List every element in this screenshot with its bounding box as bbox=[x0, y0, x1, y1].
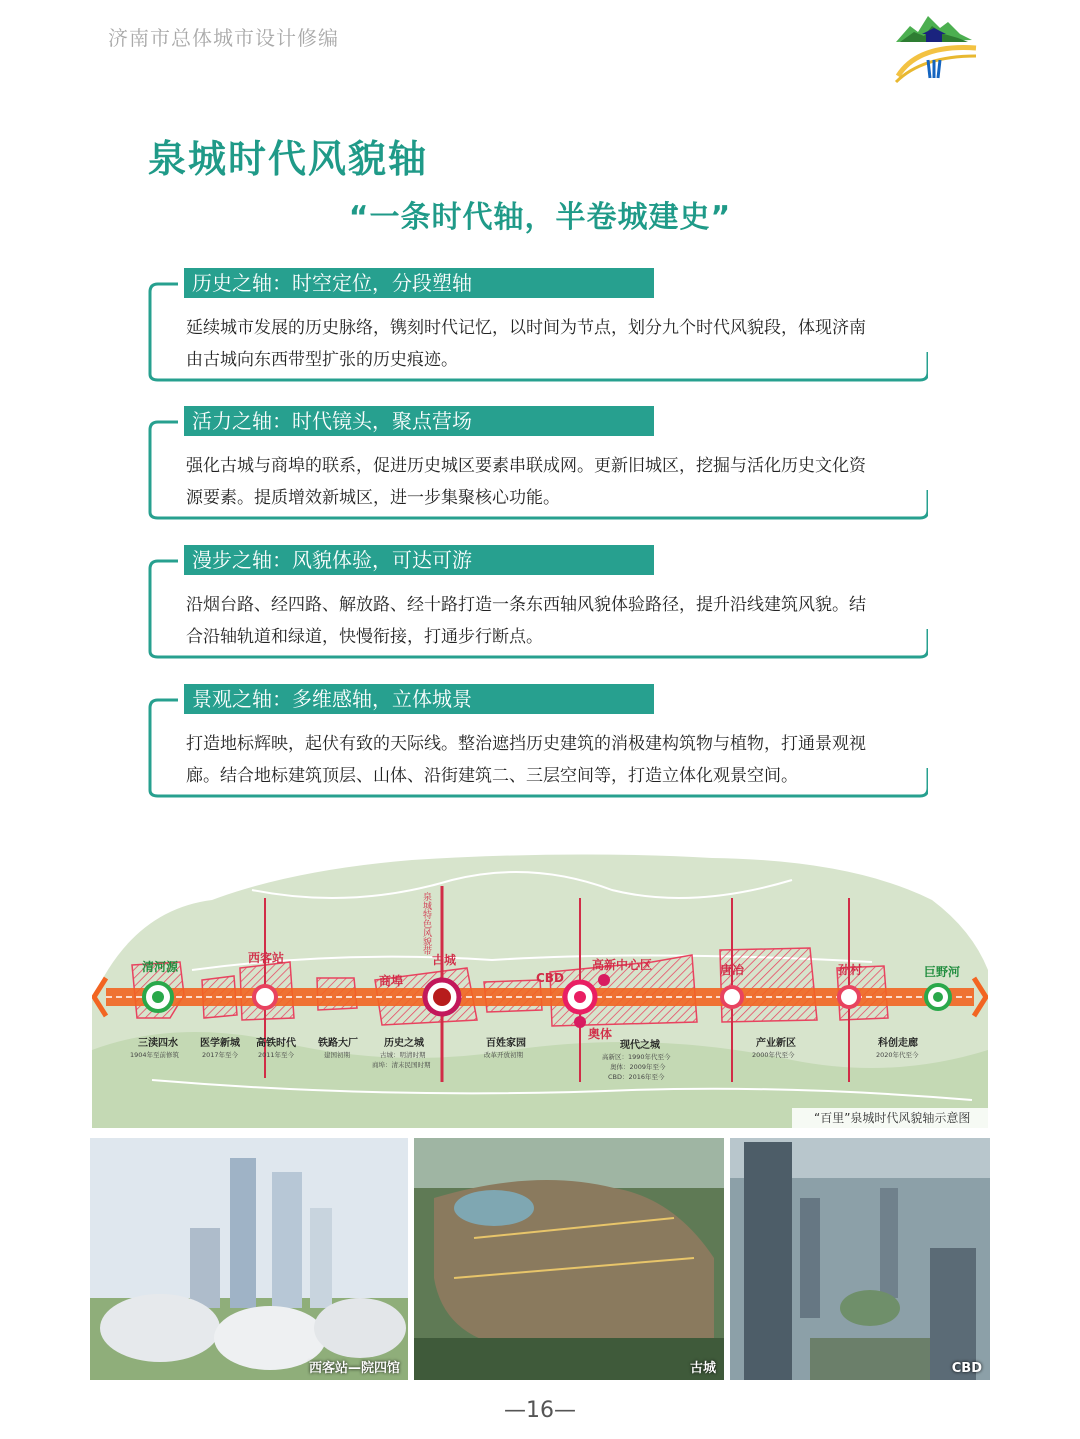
node-label: 孙村 bbox=[838, 963, 863, 977]
section-label: 活力之轴：时代镜头，聚点营场 bbox=[184, 406, 654, 436]
segment-date: 高新区：1990年代至今 bbox=[602, 1053, 671, 1061]
segment-date: CBD：2016年至今 bbox=[608, 1073, 665, 1081]
segment-date: 1904年至前修筑 bbox=[130, 1051, 180, 1059]
photo-old-city bbox=[414, 1138, 724, 1380]
page-title: 泉城时代风貌轴 bbox=[148, 137, 429, 181]
node-label: 唐冶 bbox=[720, 963, 745, 977]
segment-date: 2020年代至今 bbox=[876, 1051, 919, 1059]
section-history-axis bbox=[148, 268, 932, 386]
photo-caption: 古城 bbox=[689, 1361, 716, 1376]
photo-caption: 西客站—院四馆 bbox=[308, 1361, 400, 1376]
photo-cbd-image bbox=[730, 1138, 990, 1380]
section-landscape-axis bbox=[148, 684, 932, 802]
section-text: 沿烟台路、经四路、解放路、经十路打造一条东西轴风貌体验路径，提升沿线建筑风貌。结 合沿轴轨道和绿道，快慢衔接，打通步行断点。 bbox=[186, 595, 866, 647]
axis-map bbox=[92, 850, 988, 1128]
segment-name: 医学新城 bbox=[200, 1038, 240, 1049]
segment-date: 建国初期 bbox=[324, 1051, 350, 1059]
node-label: 高新中心区 bbox=[592, 958, 653, 972]
segment-date: 商埠：清末民国时期 bbox=[372, 1061, 431, 1069]
node-label: 巨野河 bbox=[924, 965, 961, 979]
segment-date: 古城：明清时期 bbox=[380, 1051, 426, 1059]
segment-date: 2017年至今 bbox=[202, 1051, 239, 1059]
segment-date: 2011年至今 bbox=[258, 1051, 295, 1059]
segment-date: 2000年代至今 bbox=[752, 1051, 795, 1059]
segment-name: 历史之城 bbox=[384, 1038, 424, 1049]
slogan: “一条时代轴，半卷城建史” bbox=[348, 200, 732, 235]
segment-date: 改革开放初期 bbox=[484, 1051, 523, 1059]
section-text: 强化古城与商埠的联系，促进历史城区要素串联成网。更新旧城区，挖掘与活化历史文化资 源要素。提质增效新城区，进一步集聚核心功能。 bbox=[186, 456, 866, 508]
node-label: 西客站 bbox=[248, 951, 285, 965]
node-label: 商埠 bbox=[379, 974, 404, 988]
segment-name: 高铁时代 bbox=[256, 1038, 296, 1049]
node-tangye bbox=[722, 987, 742, 1007]
segment-name: 产业新区 bbox=[756, 1038, 796, 1049]
segment-name: 现代之城 bbox=[620, 1040, 660, 1051]
city-logo-icon bbox=[888, 4, 978, 86]
document-title: 济南市总体城市设计修编 bbox=[108, 26, 339, 50]
node-suncun bbox=[839, 987, 859, 1007]
photo-cbd bbox=[730, 1138, 990, 1380]
page-number: —16— bbox=[504, 1398, 576, 1423]
photo-west-station-image bbox=[90, 1138, 408, 1380]
segment-name: 百姓家园 bbox=[486, 1038, 526, 1049]
photo-west-station bbox=[90, 1138, 408, 1380]
section-text: 延续城市发展的历史脉络，镌刻时代记忆，以时间为节点，划分九个时代风貌段，体现济南 由古城向东西带型扩张的历史痕迹。 bbox=[186, 318, 866, 370]
node-label: CBD bbox=[536, 971, 564, 985]
map-caption: “百里”泉城时代风貌轴示意图 bbox=[814, 1111, 971, 1125]
node-label: 奥体 bbox=[588, 1027, 613, 1041]
node-label: 清河源 bbox=[142, 960, 179, 974]
node-west-station bbox=[254, 986, 276, 1008]
photo-caption: CBD bbox=[951, 1361, 982, 1376]
segment-date: 奥体：2009年至今 bbox=[610, 1063, 666, 1071]
section-label: 景观之轴：多维感轴，立体城景 bbox=[184, 684, 654, 714]
vertical-corridor-label: 泉城特色风貌带 bbox=[421, 892, 431, 955]
node-label: 古城 bbox=[432, 953, 457, 967]
section-walking-axis bbox=[148, 545, 932, 663]
section-vitality-axis bbox=[148, 406, 932, 524]
section-text: 打造地标辉映，起伏有致的天际线。整治遮挡历史建筑的消极建构筑物与植物，打通景观视 廊。结合地标建筑顶层、山体、沿街建筑二、三层空间等，打造立体化观景空间。 bbox=[186, 734, 866, 786]
section-label: 历史之轴：时空定位，分段塑轴 bbox=[184, 268, 654, 298]
photo-old-city-image bbox=[414, 1138, 724, 1380]
section-label: 漫步之轴：风貌体验，可达可游 bbox=[184, 545, 654, 575]
segment-name: 铁路大厂 bbox=[318, 1038, 358, 1049]
zone-industrial-district bbox=[720, 948, 817, 1022]
segment-name: 科创走廊 bbox=[878, 1038, 918, 1049]
segment-name: 三渎四水 bbox=[138, 1038, 178, 1049]
